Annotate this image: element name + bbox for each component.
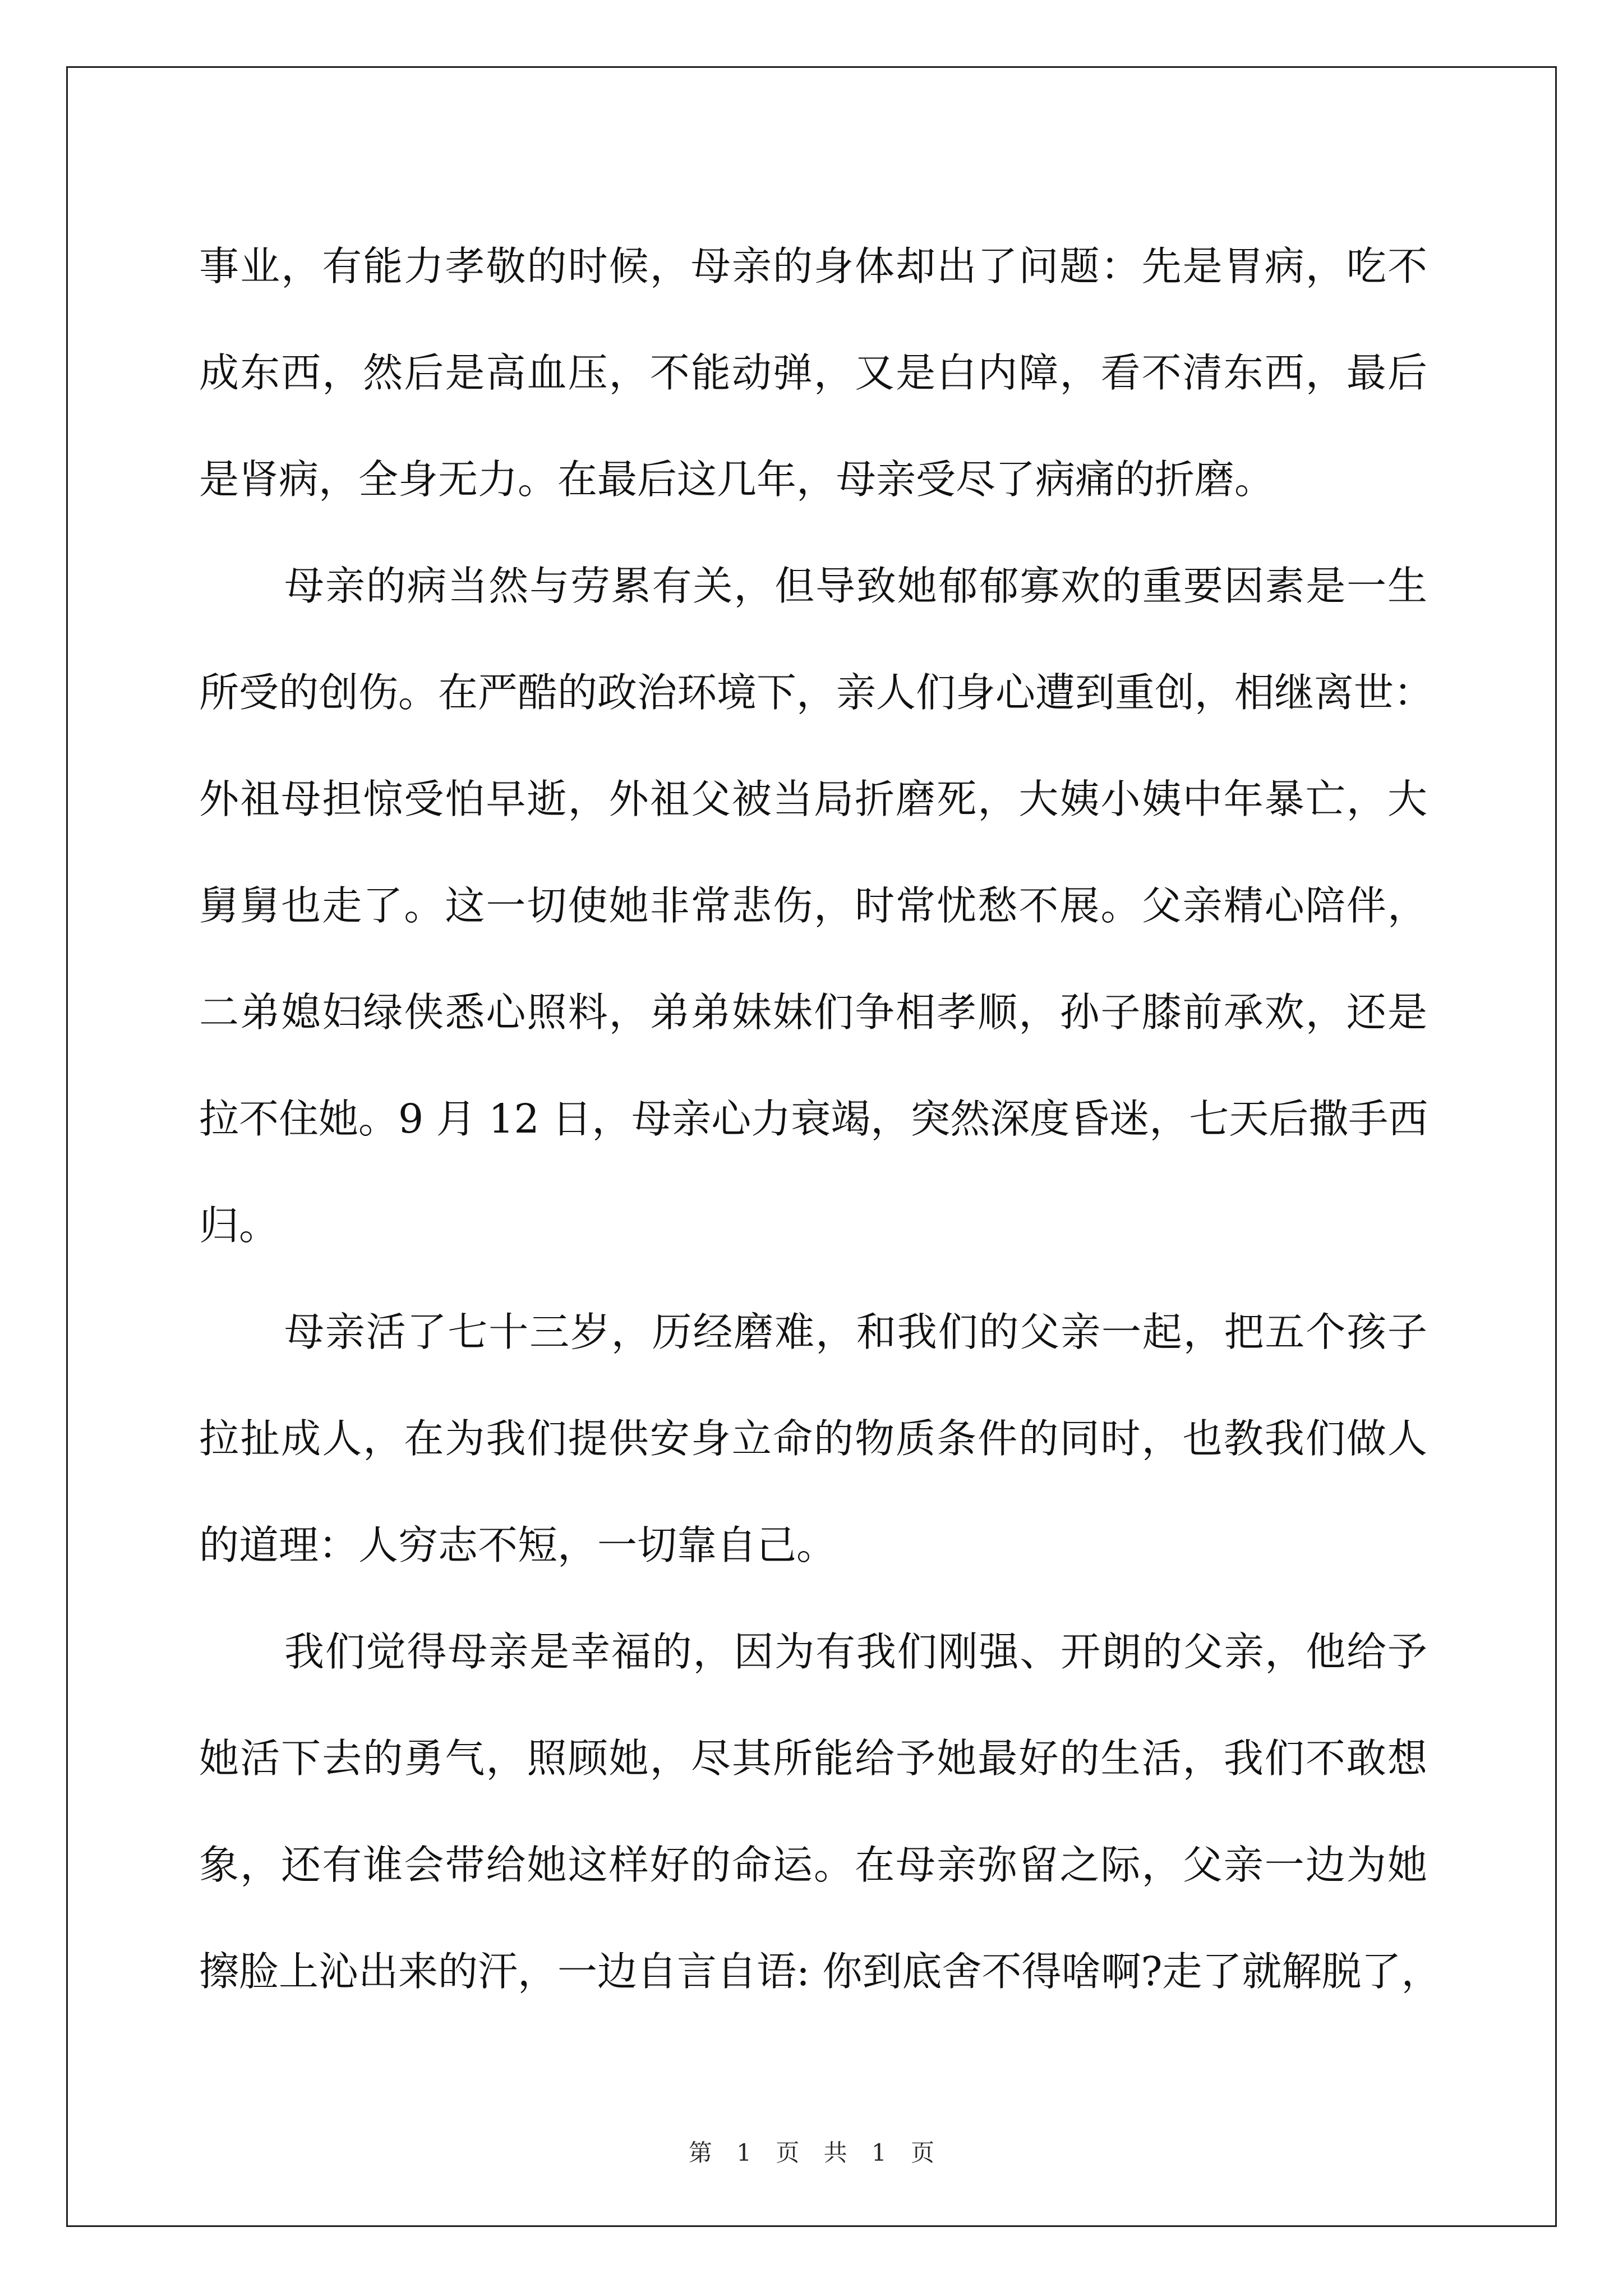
text-line: 二弟媳妇绿侠悉心照料，弟弟妹妹们争相孝顺，孙子膝前承欢，还是 — [199, 989, 1427, 1036]
page-number-footer: 第 1 页 共 1 页 — [688, 2139, 935, 2166]
text-line: 舅舅也走了。这一切使她非常悲伤，时常忧愁不展。父亲精心陪伴， — [199, 882, 1427, 929]
text-line: 我们觉得母亲是幸福的，因为有我们刚强、开朗的父亲，他给予 — [284, 1628, 1427, 1675]
text-line: 擦脸上沁出来的汗，一边自言自语: 你到底舍不得啥啊?走了就解脱了， — [199, 1948, 1441, 1995]
text-line: 是肾病，全身无力。在最后这几年，母亲受尽了病痛的折磨。 — [199, 456, 1275, 503]
text-line: 拉扯成人，在为我们提供安身立命的物质条件的同时，也教我们做人 — [199, 1415, 1427, 1462]
text-line: 成东西，然后是高血压，不能动弹，又是白内障，看不清东西，最后 — [199, 349, 1427, 396]
paragraph — [199, 1279, 1427, 1599]
text-line: 外祖母担惊受怕早逝，外祖父被当局折磨死，大姨小姨中年暴亡，大 — [199, 776, 1427, 822]
text-line: 象，还有谁会带给她这样好的命运。在母亲弥留之际，父亲一边为她 — [199, 1842, 1427, 1888]
text-line: 拉不住她。9 月 12 日，母亲心力衰竭，突然深度昏迷，七天后撒手西 — [199, 1096, 1428, 1142]
text-line: 的道理：人穷志不短，一切靠自己。 — [199, 1522, 837, 1568]
text-line: 事业，有能力孝敬的时候，母亲的身体却出了问题：先是胃病，吃不 — [199, 243, 1427, 289]
text-line: 归。 — [199, 1202, 279, 1249]
text-line: 她活下去的勇气，照顾她，尽其所能给予她最好的生活，我们不敢想 — [199, 1735, 1427, 1782]
text-line: 母亲活了七十三岁，历经磨难，和我们的父亲一起，把五个孩子 — [284, 1309, 1427, 1355]
paragraph — [199, 1599, 1441, 2025]
paragraph — [199, 533, 1434, 1279]
text-line: 母亲的病当然与劳累有关，但导致她郁郁寡欢的重要因素是一生 — [284, 563, 1427, 609]
document-body — [199, 213, 1441, 2025]
paragraph — [199, 213, 1427, 533]
text-line: 所受的创伤。在严酷的政治环境下，亲人们身心遭到重创，相继离世： — [199, 669, 1434, 716]
